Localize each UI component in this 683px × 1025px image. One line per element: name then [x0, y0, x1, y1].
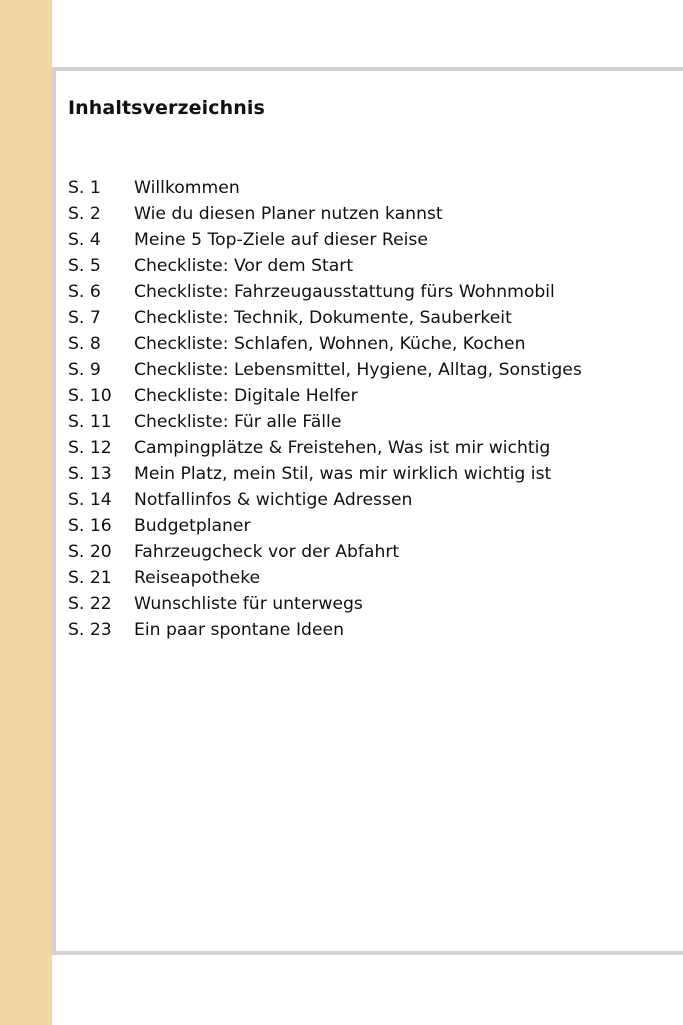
toc-entry-title: Wie du diesen Planer nutzen kannst — [134, 204, 443, 224]
toc-entry[interactable] — [68, 227, 582, 253]
toc-entry[interactable] — [68, 201, 582, 227]
toc-entry-title: Budgetplaner — [134, 516, 251, 536]
toc-list — [68, 175, 582, 643]
toc-entry[interactable] — [68, 383, 582, 409]
toc-entry[interactable] — [68, 279, 582, 305]
page-title: Inhaltsverzeichnis — [68, 97, 265, 119]
toc-entry[interactable] — [68, 331, 582, 357]
toc-page-number: S. 5 — [68, 256, 101, 276]
toc-entry-title: Checkliste: Schlafen, Wohnen, Küche, Kochen — [134, 334, 526, 354]
toc-page-number: S. 2 — [68, 204, 101, 224]
toc-entry-title: Checkliste: Vor dem Start — [134, 256, 354, 276]
toc-entry[interactable] — [68, 357, 582, 383]
toc-entry-title: Notfallinfos & wichtige Adressen — [134, 490, 413, 510]
side-strip — [0, 0, 52, 1025]
toc-entry[interactable] — [68, 175, 582, 201]
toc-entry-title: Wunschliste für unterwegs — [134, 594, 363, 614]
toc-page-number: S. 22 — [68, 594, 112, 614]
toc-entry[interactable] — [68, 539, 582, 565]
toc-entry-title: Fahrzeugcheck vor der Abfahrt — [134, 542, 400, 562]
toc-page-number: S. 14 — [68, 490, 112, 510]
toc-entry[interactable] — [68, 513, 582, 539]
toc-page-number: S. 11 — [68, 412, 112, 432]
toc-entry[interactable] — [68, 253, 582, 279]
toc-entry[interactable] — [68, 461, 582, 487]
toc-page-number: S. 4 — [68, 230, 101, 250]
toc-entry-title: Checkliste: Technik, Dokumente, Sauberkeit — [134, 308, 512, 328]
toc-entry-title: Checkliste: Fahrzeugausstattung fürs Wohnmobil — [134, 282, 555, 302]
toc-entry[interactable] — [68, 305, 582, 331]
toc-entry[interactable] — [68, 617, 582, 643]
toc-entry-title: Mein Platz, mein Stil, was mir wirklich wichtig ist — [134, 464, 552, 484]
toc-entry-title: Reiseapotheke — [134, 568, 261, 588]
toc-entry[interactable] — [68, 409, 582, 435]
toc-entry-title: Checkliste: Lebensmittel, Hygiene, Alltag, Sonstiges — [134, 360, 582, 380]
toc-entry[interactable] — [68, 435, 582, 461]
toc-page-number: S. 1 — [68, 178, 101, 198]
toc-page-number: S. 8 — [68, 334, 101, 354]
toc-page-number: S. 12 — [68, 438, 112, 458]
toc-page-number: S. 23 — [68, 620, 112, 640]
toc-page-number: S. 16 — [68, 516, 112, 536]
toc-page-number: S. 10 — [68, 386, 112, 406]
toc-entry-title: Ein paar spontane Ideen — [134, 620, 344, 640]
toc-entry-title: Checkliste: Digitale Helfer — [134, 386, 358, 406]
toc-page-number: S. 20 — [68, 542, 112, 562]
toc-page-number: S. 21 — [68, 568, 112, 588]
toc-entry-title: Campingplätze & Freistehen, Was ist mir wichtig — [134, 438, 551, 458]
toc-page-number: S. 13 — [68, 464, 112, 484]
toc-entry[interactable] — [68, 591, 582, 617]
toc-entry-title: Checkliste: Für alle Fälle — [134, 412, 342, 432]
toc-entry-title: Meine 5 Top-Ziele auf dieser Reise — [134, 230, 428, 250]
toc-page-number: S. 9 — [68, 360, 101, 380]
toc-entry[interactable] — [68, 487, 582, 513]
toc-entry[interactable] — [68, 565, 582, 591]
toc-entry-title: Willkommen — [134, 178, 240, 198]
toc-page-number: S. 7 — [68, 308, 101, 328]
toc-page-number: S. 6 — [68, 282, 101, 302]
